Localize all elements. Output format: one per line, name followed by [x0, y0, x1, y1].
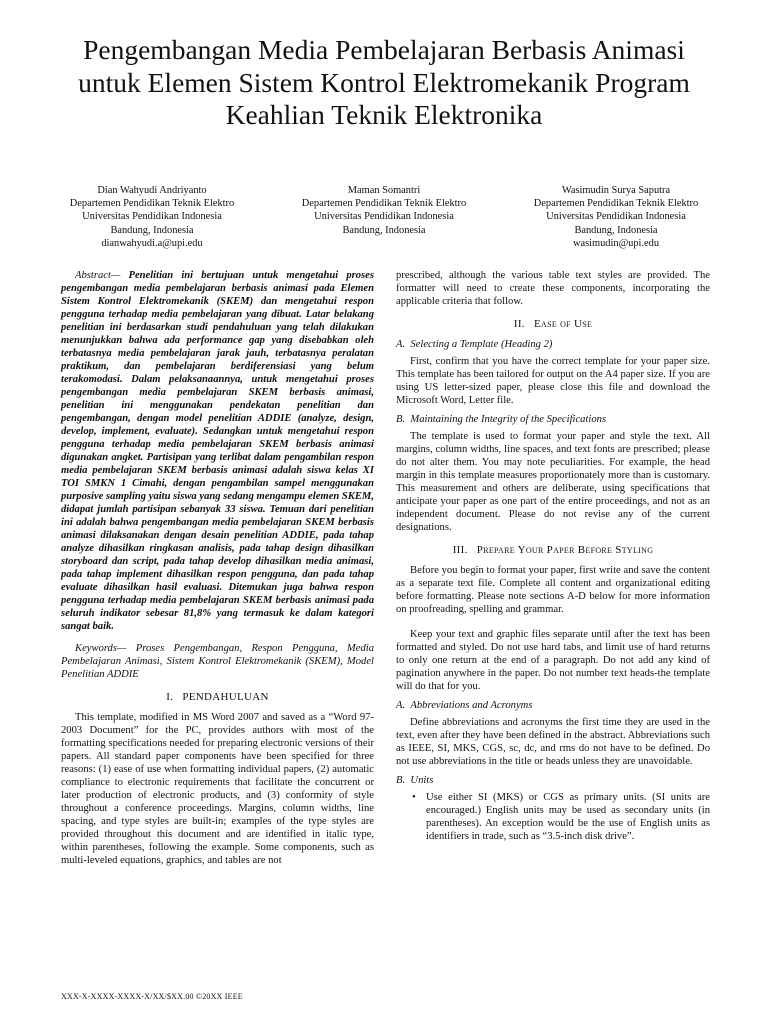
- paper-title: Pengembangan Media Pembelajaran Berbasis Animasi untuk Elemen Sistem Kontrol Elektromekanik Program Keahlian Teknik Elektronika: [78, 34, 690, 130]
- subsection-heading-3b: B. Units: [396, 775, 434, 786]
- section-3a-paragraph: Define abbreviations and acronyms the first time they are used in the text, even after they have been defined in the abstract. Abbreviations such as IEEE, SI, MKS, CGS, sc, dc, and rms do not have to be defined. Do not use abbreviations in the title or heads unless they are unavoidable.: [396, 717, 710, 767]
- section-2b-paragraph: The template is used to format your paper and style the text. All margins, column widths, line spaces, and text fonts are prescribed; please do not alter them. You may note peculiarities. For example, the head margin in this template measures proportionately more than is customary. This measurement and others are deliberate, using specifications that anticipate your paper as one part of the entire proceedings, and not as an independent document. Please do not revise any of the current designations.: [396, 431, 710, 533]
- author-dept: Departemen Pendidikan Teknik Elektro: [69, 198, 235, 210]
- keywords: [61, 642, 374, 681]
- section-3-paragraph-1: Before you begin to format your paper, first write and save the content as a separate text file. Complete all content and organizational editing before formatting. Please note sections A-D below for more information on proofreading, spelling and grammar.: [396, 565, 710, 615]
- section-2a-paragraph: First, confirm that you have the correct template for your paper size. This template has been tailored for output on the A4 paper size. If you are using US letter-sized paper, please close this file and download the Microsoft Word, Letter file.: [396, 356, 710, 406]
- author-email: dianwahyudi.a@upi.edu: [101, 237, 203, 249]
- section-3-paragraph-2: Keep your text and graphic files separate until after the text has been formatted and styled. Do not use hard tabs, and limit use of hard returns to only one return at the end of a paragraph. Do not add any kind of pagination anywhere in the paper. Do not number text heads-the template will do that for you.: [396, 629, 710, 692]
- author-name: Wasimudin Surya Saputra: [561, 185, 671, 196]
- section-heading-2: II. Ease of Use: [513, 318, 593, 330]
- author-city: Bandung, Indonesia: [342, 224, 426, 236]
- author-3: [500, 184, 732, 250]
- abstract-label: Abstract—: [75, 270, 121, 281]
- author-email: wasimudin@upi.edu: [572, 237, 660, 249]
- author-univ: Universitas Pendidikan Indonesia: [82, 211, 222, 223]
- author-block: [36, 184, 732, 250]
- author-univ: Universitas Pendidikan Indonesia: [314, 211, 454, 223]
- abstract-text: Penelitian ini bertujuan untuk mengetahui proses pengembangan media pembelajaran berbasis animasi pada Elemen Sistem Kontrol Elektromekanik (SKEM) dan mengetahui respon pengguna terhadap media pembelajaran yang dibuat. Latar belakang penelitian ini berdasarkan studi pendahuluan yang telah dilakukan menunjukkan bahwa ada performance gap yang disebabkan oleh terbatasnya media pembelajaran jarak jauh, terbatasnya peralatan praktikum, dan pembelajaran berdiferensiasi yang belum terakomodasi. Dalam pelaksanaannya, untuk mengetahui proses pengembangan media pembelajaran SKEM berbasis animasi, penelitian ini menggunakan pendekatan penelitian dan pengembangan, dengan model penelitian ADDIE (analyze, design, develop, implement, evaluate). Sedangkan untuk mengetahui respon pengguna terhadap media pembelajaran SKEM berbasis animasi digunakan angket. Partisipan yang terlibat dalam pengambilan respon media pembelajaran SKEM berbasis animasi adalah siswa kelas XI TOI SMKN 1 Cimahi, dengan pengambilan sampel menggunakan purposive sampling yaitu siswa yang sedang mengampu elemen SKEM, didapat jumlah partisipan sebanyak 33 siswa. Temuan dari penelitian ini adalah bahwa pengembangan media pembelajaran SKEM berbasis animasi dilaksanakan dengan desain penelitian ADDIE, pada tahap analyze dihasilkan ringkasan analisis, pada tahap design dihasilkan storyboard dan script, pada tahap develop dihasilkan media animasi, pada tahap implement dihasilkan respon pengguna, dan pada tahap evaluate dihasilkan hasil evaluasi. Ditemukan juga bahwa respon pengguna terhadap media pembelajaran SKEM berbasis animasi pada seluruh indikator sebesar 81,8% yang termasuk ke dalam kategori sangat baik.: [61, 270, 374, 632]
- subsection-heading-2a: A. Selecting a Template (Heading 2): [396, 339, 553, 350]
- author-name: Dian Wahyudi Andriyanto: [97, 185, 207, 196]
- section-1-paragraph: This template, modified in MS Word 2007 and saved as a “Word 97-2003 Document” for the PC, provides authors with most of the formatting specifications needed for preparing electronic versions of their papers. All standard paper components have been specified for three reasons: (1) ease of use when formatting individual papers, (2) automatic compliance to electronic requirements that facilitate the concurrent or later production of electronic products, and (3) conformity of style throughout a conference proceedings. Margins, column widths, line spacing, and type styles are built-in; examples of the type styles are provided throughout this document and are identified in italic type, within parentheses, following the example. Some components, such as multi-leveled equations, graphics, and tables are not: [61, 712, 374, 866]
- abstract: [61, 269, 374, 633]
- keywords-text: Proses Pengembangan, Respon Pengguna, Media Pembelajaran Animasi, Sistem Kontrol Elektromekanik (SKEM), Model Penelitian ADDIE: [61, 643, 374, 680]
- author-2: [268, 184, 500, 250]
- subsection-heading-3a: A. Abbreviations and Acronyms: [396, 700, 533, 711]
- section-heading-3: III. Prepare Your Paper Before Styling: [452, 544, 654, 556]
- copyright-footer: XXX-X-XXXX-XXXX-X/XX/$XX.00 ©20XX IEEE: [61, 992, 243, 1001]
- right-column: [396, 269, 710, 843]
- subsection-heading-2b: B. Maintaining the Integrity of the Specifications: [396, 414, 607, 425]
- author-dept: Departemen Pendidikan Teknik Elektro: [301, 198, 467, 210]
- continued-paragraph: prescribed, although the various table text styles are provided. The formatter will need to create these components, incorporating the applicable criteria that follow.: [396, 270, 710, 307]
- author-1: [36, 184, 268, 250]
- bullet-icon: •: [412, 792, 416, 803]
- units-list: [396, 791, 710, 843]
- author-dept: Departemen Pendidikan Teknik Elektro: [533, 198, 699, 210]
- author-city: Bandung, Indonesia: [110, 224, 194, 236]
- list-item: • Use either SI (MKS) or CGS as primary units. (SI units are encouraged.) English units may be used as secondary units (in parentheses). An exception would be the use of English units as identifiers in trade, such as “3.5-inch disk drive”.: [412, 792, 710, 842]
- author-city: Bandung, Indonesia: [574, 224, 658, 236]
- author-univ: Universitas Pendidikan Indonesia: [546, 211, 686, 223]
- section-heading-1: I. PENDAHULUAN: [166, 691, 269, 703]
- keywords-label: Keywords—: [75, 643, 127, 654]
- author-name: Maman Somantri: [347, 185, 421, 196]
- left-column: [61, 269, 374, 867]
